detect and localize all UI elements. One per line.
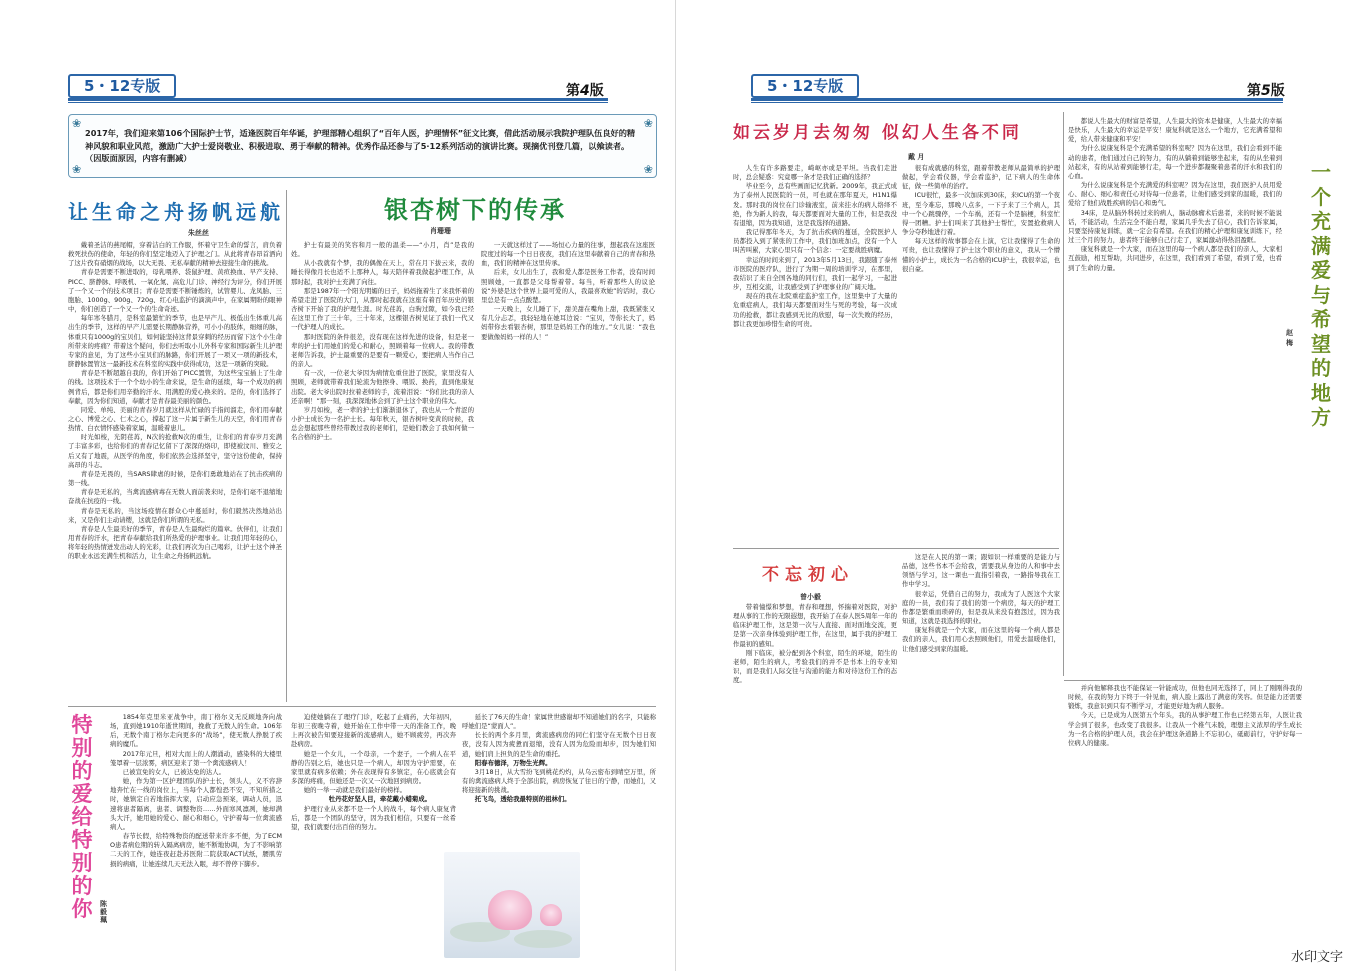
intro-text: 2017年，我们迎来第106个国际护士节，适逢医院百年华诞，护理部精心组织了“百年人医，护理情怀”征文比赛，借此活动展示我院护理队伍良好的精神风貌和职业风范，激励广大护士爱岗敬业、积极进取、勇于奉献的精神。优秀作品还参与了5·12系列活动的演讲比赛。现摘优刊登几篇，以飨读者。（因版面原因，内容有删减） xyxy=(85,128,636,163)
article-body-sail: 戴着圣洁的燕尾帽，穿着洁白的工作服，怀着守卫生命的誓言，肩负着救死扶伤的使命，年轻的你们坚定地迈入了护理之门。从此将青春昂首洒向了这片孜有硝烟的战场，以大无畏、无私奉献的精神去迎接生命的挑战。 青春是需要不断进取的，母乳喂养、袋鼠护理、黄疸换血、早产支持、PICC、脐静脉、呼吸机、一氧化氮、高危儿门诊、神经行为评分，你们开展了一个又一个的技术项目；青春是需要不断锤炼的，试管婴儿、龙凤胎、三胞胎、1000g、900g、720g、红心电监护的滴滴声中，在家属期盼的眼神中，你们创造了一个又一个的生命奇迹。 每年寒冬腊月，是科室最繁忙的季节，也是早产儿、极低出生体重儿高出生的季节，这样的早产儿需要长期静脉营养，可小小的肢体，细细的脉，体重只有1000g的宝贝们，如何能坚持这背景穿刺的经历而留下这个小生命所带来的疼痛？带着这个疑问，你们去听取小儿外科专家和国际新生儿护理专家的意见，为了这些小宝贝们的脉路，你们开展了一项又一项的新技术，脐静脉置管这一最新技术在科室的实践中获得成功，这是一项新的突破。 青春是不断超越自我的，你们开始了PICC置管，为这些宝宝插上了生命的线。这项技术于一个个幼小的生命来说，是生命的延续，每一个成功的病例背后，都是你们用辛勤的汗水、用满腔的爱心换来的。是的，你们选择了奉献，因为你们知道，奉献才是青春最美丽的颜色。 同爱、单纯、美丽的青春岁月就这样从忙碌的手指间溜走，你们用奉献之心、博爱之心、仁术之心，撑起了这一片属于新生儿的天空，你们用青春热情、白衣情怀感染着家属，温暖着患儿。 时光如梭，光阴荏苒，N次的抢救N次的重生，让你们的青春岁月充满了丰富多彩，也给你们的青春记忆留下了深深的烙印，即使被汶川、雅安之后又有了地震，从医学的角度，你们依然会选择坚守，坚守这份使命，保持高昂的斗志。 青春是无畏的，当SARS肆虐的时候，是你们勇敢地站在了抗击疾病的第一线。 青春是无私的，当禽流感病毒在无数人面前袭来时，是你们毫不退缩地奋战在抗疫的一线。 青春是无私的，当这场疫情在群众心中蔓延时，你们毅然决然地站出来，又是你们主动请缨，这就是你们所谓的无私。 青春是人生最美好的季节，青春是人生最绚烂的篇章。伙伴们，让我们用青春的汗水，把青春奉献给我们所热爱的护理事业。让我们用年轻的心，将年轻的热情迸发出动人的光彩，让我们再次为自己喝彩，让护士这个神圣的职业永远充满生机和活力，让生命之舟扬帆远航。 xyxy=(68,241,282,561)
special-edition-tag: 5・12专版 xyxy=(68,74,176,98)
intro-box xyxy=(68,114,657,178)
author-zeng: 曾小毅 xyxy=(800,593,821,601)
lotus-photo xyxy=(444,852,580,958)
page-number: 第4版 xyxy=(566,83,604,99)
article-body-years-col2: 很有成就感的科室，跟着带教老师从最简单的护理做起，学会看仪器，学会看监护，记下病人的生命体征，做一些简单的治疗。 ICU很忙，最多一次加床到30床，来ICU的第一个夜班，至今难忘，那晚八点多，一下子来了三个病人，其中一个心跳骤停，一个车祸，还有一个是脑梗，科室忙得一团糟。护士们叫来了其他护士帮忙，安置抢救病人争分夺秒地进行着。 每天这样的故事都会在上演，它让我懂得了生命的可贵，也让我懂得了护士这个职业的意义，我从一个懵懂的小护士，成长为一名合格的ICU护士，我很幸运，也很自豪。 xyxy=(902,164,1060,273)
left-page xyxy=(0,0,675,971)
article-body-ginkgo-col1: 护士有最美的笑容和月一般的温柔——“小月，肖”是我的姓。 从小我就有个梦，我的偶像在天上，常在月下拔云来，我的睡长得像月长也适不上那种人，每天陪伴着我做起护理工作，从那时起，我对护士充满了向往。 那是1987年一个阳光明媚的日子，妈妈拖着生了来我怀着的希望走进了医院的大门，从那时起我就在这座有着百年历史的银杏树下开始了我的护理生涯。时光荏苒，白驹过隙，如今我已经在这里工作了三十年，三十年来，这棵银杏树见证了我们一代又一代护理人的成长。 那时医院的条件很差，没有现在这样先进的设备，但是老一辈的护士们用她们的爱心和耐心，照顾着每一位病人。我的带教老师告诉我，护士最重要的是要有一颗爱心，要把病人当作自己的亲人。 有一次，一位老大爷因为病情危重住进了医院，家里没有人照顾，老师就带着我们轮流为他擦身、喂饭、换药，直到他康复出院。老大爷出院时拉着老师的手，流着泪说：“你们比我的亲人还亲啊！”那一刻，我深深地体会到了护士这个职业的伟大。 岁月如梭，老一辈的护士们渐渐退休了，我也从一个青涩的小护士成长为一名护士长。每年秋天，银杏树叶变黄的时候，我总会想起那些曾经带教过我的老师们，是她们教会了我如何做一名合格的护士。 xyxy=(291,241,474,442)
header-rule xyxy=(68,98,608,101)
header-rule xyxy=(751,98,1283,101)
article-body-special-love-col2: 迫使她躺在了理疗门诊，吃起了止痛药，大年初四，年初三夜晚寺着，她开始在工作中带一天的准备工作，晚上再次被告知要迎接新的流感病人，她不顾疲劳，再次奔赴病房。 她是一个女儿，一个母亲，一个妻子，一个病人在平静的告别之后，她也只是一个病人，却因为守护需要，在家里就有病多依赖；外在表现得有多镇定，在心底就会有多深的疼痛，但她还是一次又一次地回到病房。 她的一举一动就是我们最好的榜样。 牡丹花好坚人目，牵花戴小蜡菊成。 护理行业从来都不是一个人的战斗，每个病人康复背后，都是一个团队的坚守，因为我们相信，只要有一丝希望，我们就要付出百倍的努力。 xyxy=(291,713,456,831)
article-body-hope: 都说人生最大的财富是希望，人生最大的资本是健康，人生最大的幸福是快乐，人生最大的幸运是平安！康复科就是这么一个地方，它充满希望和爱，给人带来健康和平安！ 为什么说康复科是个充满希望的科室呢？因为在这里，我们会看到不能动的患者，他们通过自己的努力，有的从躺着到能够坐起来，有的从坐着到站起来，有的从站着到能够行走，每一个进步都凝聚着患者的汗水和我们的心血。 为什么说康复科是个充满爱的科室呢？因为在这里，我们医护人员用爱心、耐心、细心和责任心对待每一位患者，让他们感受到家的温暖，我们的爱给了他们战胜疾病的信心和勇气。 34床，是从脑外科转过来的病人，脑动脉瘤术后患者，来的时候不能说话，不能活动，生活完全不能自理，家属几乎失去了信心，我们告诉家属，只要坚持康复训练，就一定会有希望。在我们的精心护理和康复训练下，经过三个月的努力，患者终于能够自己行走了，家属激动得热泪盈眶。 康复科就是一个大家，而在这里的每一个病人都是我们的亲人，大家相互鼓励，相互帮助，共同进步，在这里，我们看到了希望，看到了爱，也看到了生命的力量。 xyxy=(1068,117,1282,272)
ornament-icon: ❀ xyxy=(643,117,653,130)
section-divider xyxy=(1064,680,1284,681)
column-divider xyxy=(1063,112,1064,676)
article-body-years-col1: 人生有许多路要走，崎岖亦或是平坦。当我们走进时，总会疑惑：究竟哪一条才是我们正确的选择？ 毕业至今，总有些画面记忆犹新。2009年，我正式成为了泰州人民医院的一员，可也就在那年夏天，H1N1爆发。那时我的岗位在门诊输液室，前来挂水的病人络绎不绝，作为新人的我，每天都要面对大量的工作，但是我没有退缩，因为我知道，这是我选择的道路。 我记得那年冬天，为了抗击疾病的蔓延，全院医护人员都投入到了紧张的工作中，我们加班加点，没有一个人叫苦叫累，大家心里只有一个信念：一定要战胜病魔。 幸运的时间来到了，2013年5月13日，我跟随了泰州市医院的医疗队，进行了为期一周的培训学习，在那里，我结识了来自全国各地的同行们，我们一起学习，一起进步，互相交流，让我感受到了护理事业的广阔天地。 现在的我在北院重症监护室工作，这里集中了大量的危重症病人，我们每天都要面对生与死的考验，每一次成功的抢救，都让我感到无比的欣慰，每一次失败的经历，都让我更加珍惜生命的可贵。 xyxy=(733,164,897,328)
section-divider xyxy=(733,548,1059,549)
article-body-bottom: 并向他解释我也不能保证一针能成功，但他也同无选择了，同上了刚刚得我的时候，在我的努力下终于一针见血，病人脸上露出了满意的笑容。但是能力还需要锻炼，我意识到只有不断学习，才能更好地为病人服务。 今天，已是成为人医第五个年头，我的从事护理工作也已经第五年，人医让我学会到了很多，也改变了我很多。让我从一个稚气未脱，理想主义浓厚的学生成长为一名合格的护理人员，我会在护理这条道路上不忘初心，砥砺前行，守护好每一位病人的健康。 xyxy=(1068,684,1302,747)
author-zhu: 朱丝丝 xyxy=(188,229,209,237)
ornament-icon: ❀ xyxy=(643,163,653,176)
article-body-original-heart-col1: 带着憧憬和梦想，青春和理想，怀揣着对医院，对护理从事的工作的无限遐想，我开始了在泰人医5周年一年的临床护理工作，这是第一次与人直接、面对面地交流，更是第一次亲身体验到护理工作，在这里，属于我的护理工作最初的感知。 刚下临床，被分配到各个科室，陌生的环境，陌生的老师，陌生的病人，考验我们的并不是书本上的专业知识，而是我们人际交往与沟通的能力和对待这份工作的态度。 xyxy=(733,603,897,685)
article-title-sail: 让生命之舟扬帆远航 xyxy=(68,200,284,224)
author-xiao: 肖珊珊 xyxy=(430,227,451,235)
author-dai: 戴 月 xyxy=(908,153,925,161)
article-body-special-love-col3: 延长了76天的生命！家属世世感谢却不知道她们的名字，只能称呼她们是“蒙面人”。 长长的两个多月里，禽流感病房的同仁们坚守在无数个日日夜夜，没有人因为疲惫而退缩，没有人因为危险而却步，因为她们知道，她们肩上担负的是生命的重托。 阳春布德泽，万物生光辉。 3月18日，从大雪纷飞到桃花灼灼，从乌云密布到晴空万里，所有的禽流感病人终于全部出院，病房恢复了往日的宁静，而她们，又将迎接新的挑战。 托飞鸟，透给我最特别的祖林们。 xyxy=(462,713,656,804)
article-title-special-love: 特别的爱给特别的你 xyxy=(71,713,93,921)
author-chen: 陈毅珮 xyxy=(100,900,107,924)
lotus-flower xyxy=(488,890,532,930)
article-title-original-heart: 不忘初心 xyxy=(762,565,854,585)
right-page-header xyxy=(676,74,1351,108)
article-title-years: 如云岁月去匆匆 似幻人生各不同 xyxy=(733,123,1022,143)
left-page-header xyxy=(0,74,675,108)
article-title-hope: 一个充满爱与希望的地方 xyxy=(1311,160,1331,429)
article-body-ginkgo-col2: 一天就这样过了——场恒心力量的往事，想起我在这座医院度过的每一个日日夜夜，我们在这里奉献着自己的青春和热血，我们的精神在这里传承。 后来，女儿出生了，我和爱人都是医务工作者，没有时间照顾她，一直都是父母帮着带。每当，听着那些人的议论说“外婆是这个世界上最可爱的人，我最喜欢她”的话时，我心里总是有一点点酸楚。 一天晚上，女儿睡了下，甜美甜在嘴角上甜，我既紧张又有几分忐忑，我轻轻地在她耳边说：“宝贝，等你长大了，妈妈带你去看银杏树，那里是妈妈工作的地方。”女儿说：“我也要做像妈妈一样的人！” xyxy=(481,241,655,341)
article-title-ginkgo: 银杏树下的传承 xyxy=(384,195,566,224)
article-body-special-love-col1: 1854年克里米亚战争中，南丁格尔义无反顾地奔向战场，直到她1910年逝世期间，挽救了无数人的生命。106年后，无数个南丁格尔走向更多的“战场”，使无数人挣脱了疾病的魔爪。 2017年元旦，相对大而上的人潮涌动，感染科的大楼里笼罩着一层浓雾，病区迎来了第一个禽流感病人！ 已被宣免的女人，已被达免的达人。 她，作为第一区护理团队的护士长，领头人，义不容辞地奔忙在一线的岗位上，当每个人都惶恐不安，不知所措之时，她镇定自若地指挥大家，启动应急预案，调动人员，迅速将患者隔离，患者、调整物资……外面寒风凛冽，她却满头大汗，她用她的爱心、耐心和细心，守护着每一位禽流感病人。 春节长假，给特殊物资的配送带来许多不便，为了ECMO患者病危期的转入隔离病房，她不断地协调，为了不影响第二天的工作，她连夜赶赴苏医附二院获取ACT试纸，腰肌劳损的病痛，让她连续几天无法入眠，却不曾停下脚步。 xyxy=(110,713,282,868)
special-edition-tag: 5・12专版 xyxy=(751,74,859,98)
header-rule-thin xyxy=(68,102,608,103)
column-divider xyxy=(286,190,287,702)
watermark: 水印文字 xyxy=(1290,950,1343,965)
author-zhao: 赵 梅 xyxy=(1286,329,1293,347)
header-rule-thin xyxy=(751,102,1283,103)
ornament-icon: ❀ xyxy=(72,117,82,130)
section-divider xyxy=(68,706,656,707)
article-body-original-heart-col2: 这是在人民的第一课；跟如识一样重要的是能力与品德，这些书本不会给我，需要我从身边的人和事中去领悟与学习，这一课也一直指引着我，一路指导我在工作中学习。 很幸运，凭借自己的努力，我成为了人医这个大家庭的一员，我们有了我们的第一个病房，每天的护理工作都是繁重而琐碎的，但是我从来没有抱怨过，因为我知道，这就是我选择的职业。 康复科就是一个大家，而在这里的每一个病人都是我们的亲人，我们用心去照顾他们，用爱去温暖他们，让他们感受到家的温暖。 xyxy=(902,553,1060,653)
ornament-icon: ❀ xyxy=(72,163,82,176)
page-number: 第5版 xyxy=(1247,83,1285,99)
